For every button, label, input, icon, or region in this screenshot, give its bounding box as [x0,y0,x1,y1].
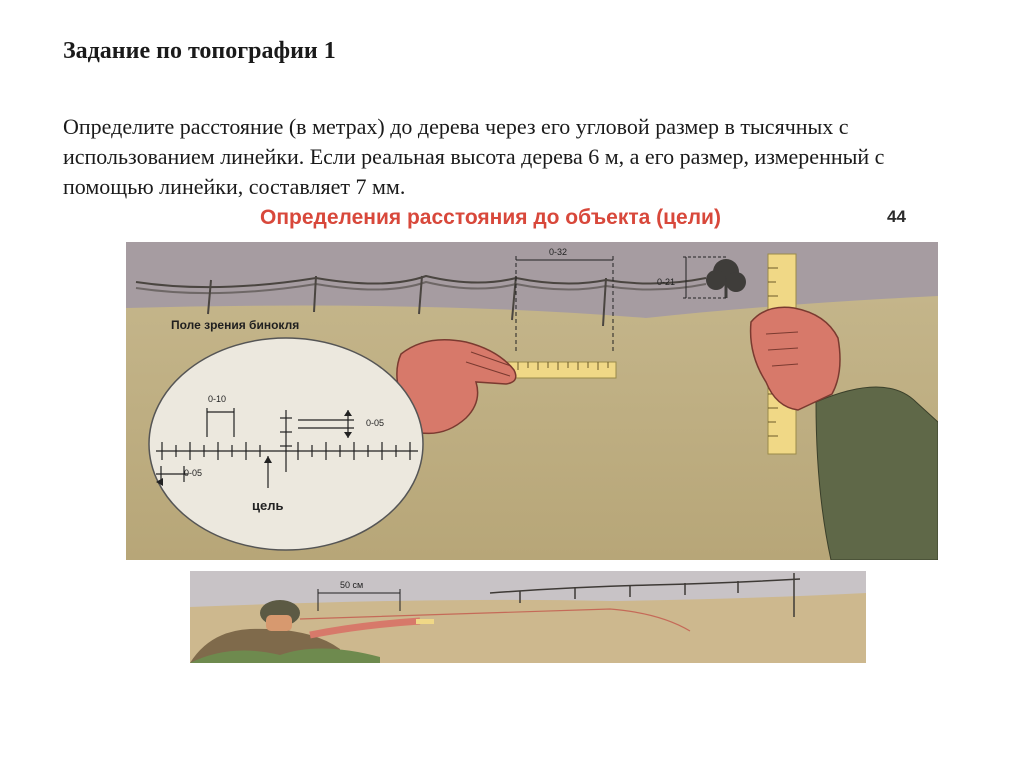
reticle-right-label: 0-05 [366,418,385,428]
width-label: 0-32 [549,247,568,257]
reticle-bottom-label: 0-05 [184,468,203,478]
slide-title: Задание по топографии 1 [63,38,336,64]
poster-title: Определения расстояния до объекта (цели) [260,206,721,229]
poster-page-number: 44 [887,207,906,226]
binocular-view [149,338,423,550]
distance-label: 50 см [340,580,364,590]
binocular-label: Поле зрения бинокля [171,318,300,332]
height-label: 0-21 [657,277,676,287]
horizontal-ruler [506,362,616,378]
bottom-illustration [190,571,866,663]
task-text: Определите расстояние (в метрах) до дерева через его угловой размер в тысячных с использованием линейки. Если реальная высота дерева 6 м, а его размер, измеренный с помощью линейки, составляет 7 мм. [63,114,885,199]
main-illustration [126,242,938,560]
reticle-top-label: 0-10 [208,394,227,404]
target-label: цель [252,498,284,513]
